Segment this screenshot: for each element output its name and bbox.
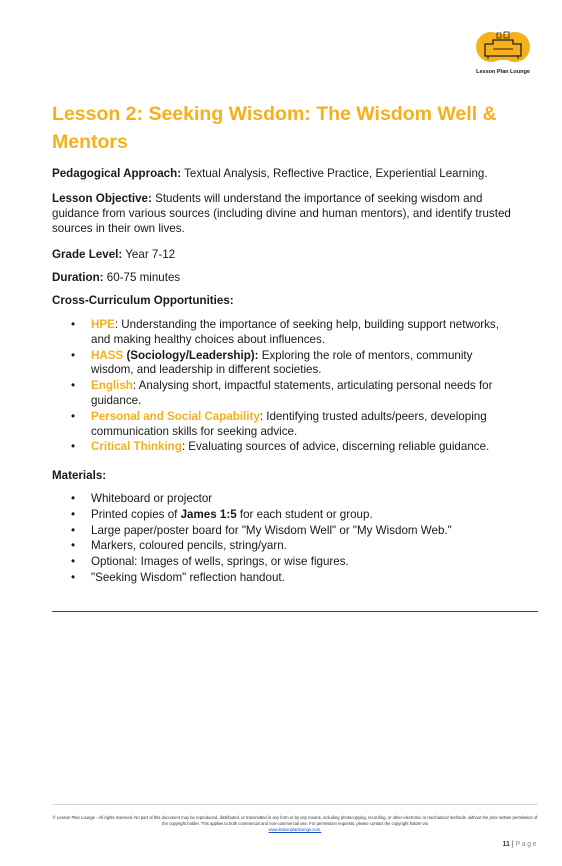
item-text: : Analysing short, impactful statements, articulating personal needs for guidance.	[91, 379, 493, 407]
list-item	[52, 318, 512, 348]
field-label: Duration:	[52, 271, 104, 284]
copyright-text: © Lesson Plan Lounge - All rights reserved. No part of this document may be reproduced, distributed, or transmitted in any form or by any means, including photocopying, recording, or other electronic or mechanical methods, without the prior written permission of the copyright holder. This applies to both commercial and non-commercial use. For permission requests, please contact the copyright holder via	[52, 815, 538, 826]
item-text: Optional: Images of wells, springs, or wise figures.	[91, 555, 349, 569]
duration	[52, 271, 512, 286]
footer-divider	[52, 804, 538, 805]
item-bold: James 1:5	[180, 507, 237, 521]
subject-label: Critical Thinking	[91, 440, 182, 454]
cross-curriculum-heading	[52, 294, 512, 309]
item-text: Large paper/poster board for "My Wisdom Well" or "My Wisdom Web."	[91, 523, 452, 537]
section-heading: Cross-Curriculum Opportunities:	[52, 294, 234, 307]
field-value: Year 7-12	[122, 248, 176, 261]
page-separator: |	[509, 841, 516, 848]
page-number	[503, 841, 538, 848]
item-text: "Seeking Wisdom" reflection handout.	[91, 570, 285, 584]
subject-label: English	[91, 379, 133, 393]
field-label: Lesson Objective:	[52, 192, 152, 205]
field-value: Textual Analysis, Reflective Practice, Experiential Learning.	[181, 167, 488, 180]
copyright-notice	[52, 815, 538, 833]
item-text: : Evaluating sources of advice, discerning reliable guidance.	[181, 440, 490, 454]
lesson-title: Lesson 2: Seeking Wisdom: The Wisdom Well & Mentors	[52, 103, 497, 153]
field-label: Pedagogical Approach:	[52, 167, 182, 180]
materials-heading	[52, 469, 512, 484]
list-item	[52, 571, 512, 586]
list-item	[52, 508, 512, 523]
list-item	[52, 379, 512, 409]
sofa-logo-icon	[471, 30, 535, 68]
item-text: : Understanding the importance of seeking help, building support networks, and making healthy choices about influences.	[91, 318, 499, 346]
logo-text: Lesson Plan Lounge	[476, 69, 530, 75]
field-label: Grade Level:	[52, 248, 123, 261]
list-item	[52, 524, 512, 539]
page-number-value: 11	[502, 841, 510, 848]
grade-level	[52, 248, 512, 263]
item-text: : Identifying trusted adults/peers, developing communication skills for seeking advice.	[91, 409, 487, 438]
subject-label: Personal and Social Capability	[91, 409, 260, 423]
item-text: Exploring the role of mentors, community wisdom, and leadership in different societies.	[91, 348, 473, 377]
item-text: Printed copies of	[91, 507, 181, 521]
pedagogical-approach	[52, 167, 512, 182]
item-text: Whiteboard or projector	[91, 492, 213, 505]
field-value: Students will understand the importance of seeking wisdom and guidance from various sources (including divine and human mentors), and identify trusted sources in their own lives.	[52, 192, 511, 235]
subject-extra: (Sociology/Leadership):	[123, 348, 259, 362]
subject-label: HPE	[91, 318, 115, 331]
website-link[interactable]: www.lessonplanlounge.com.	[268, 827, 322, 832]
list-item	[52, 492, 512, 507]
cross-curriculum-list	[52, 318, 512, 456]
section-heading: Materials:	[52, 469, 107, 482]
lesson-objective	[52, 192, 512, 236]
list-item	[52, 440, 512, 455]
field-value: 60-75 minutes	[103, 271, 181, 284]
section-divider	[52, 611, 538, 612]
list-item	[52, 555, 512, 570]
list-item	[52, 349, 512, 379]
list-item	[52, 410, 512, 440]
list-item	[52, 539, 512, 554]
page-word: Page	[515, 841, 538, 848]
subject-label: HASS	[91, 348, 124, 362]
item-text-post: for each student or group.	[236, 507, 373, 521]
brand-logo	[468, 30, 538, 75]
materials-list	[52, 492, 512, 587]
item-text: Markers, coloured pencils, string/yarn.	[91, 539, 287, 553]
